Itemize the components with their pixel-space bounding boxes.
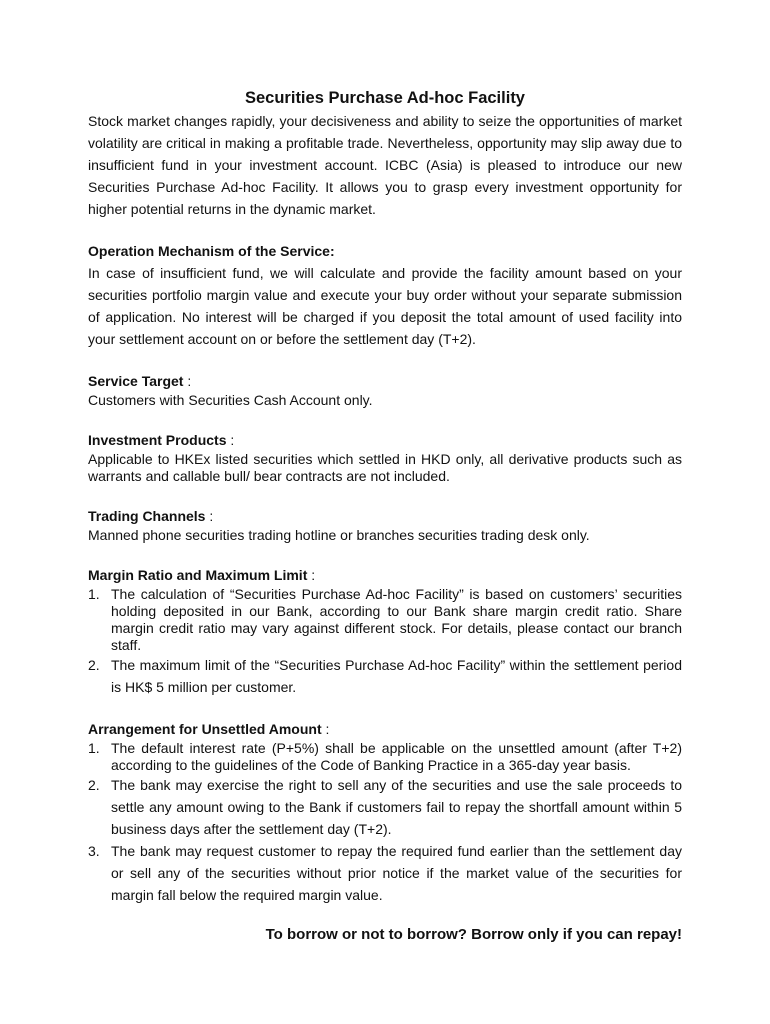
list-item-number: 2. xyxy=(88,657,100,673)
unsettled-title: Arrangement for Unsettled Amount xyxy=(88,721,322,737)
margin-ratio-title: Margin Ratio and Maximum Limit xyxy=(88,567,308,583)
margin-ratio-heading xyxy=(88,564,682,586)
service-target-colon: : xyxy=(183,373,192,389)
investment-products-colon: : xyxy=(226,432,235,448)
list-item-number: 1. xyxy=(88,740,100,756)
operation-text: In case of insufficient fund, we will calculate and provide the facility amount based on your securities portfolio margin value and execute your buy order without your separate submission of application. No interest will be charged if you deposit the total amount of used facility into your settlement account on or before the settlement day (T+2). xyxy=(88,265,682,347)
operation-heading: Operation Mechanism of the Service: xyxy=(88,243,335,259)
investment-products-section xyxy=(88,429,682,485)
margin-ratio-section xyxy=(88,564,682,698)
margin-ratio-list xyxy=(88,586,682,698)
trading-channels-text: Manned phone securities trading hotline or branches securities trading desk only. xyxy=(88,527,590,543)
service-target-section xyxy=(88,370,682,409)
trading-channels-colon: : xyxy=(205,508,214,524)
investment-products-heading xyxy=(88,429,682,451)
service-target-heading xyxy=(88,370,682,392)
list-item-text: The default interest rate (P+5%) shall be applicable on the unsettled amount (after T+2) according to the guidelines of the Code of Banking Practice in a 365-day year basis. xyxy=(111,740,682,773)
trading-channels-section xyxy=(88,505,682,544)
list-item-number: 1. xyxy=(88,586,100,602)
unsettled-list xyxy=(88,740,682,906)
investment-products-title: Investment Products xyxy=(88,432,227,448)
list-item-text: The calculation of “Securities Purchase Ad-hoc Facility” is based on customers’ securities holding deposited in our Bank, according to our Bank share margin credit ratio. Share margin credit ratio may vary against different stock. For details, please contact our branch staff. xyxy=(111,586,682,653)
list-item xyxy=(88,740,682,774)
service-target-text: Customers with Securities Cash Account only. xyxy=(88,392,373,408)
document-page xyxy=(88,88,682,961)
margin-ratio-colon: : xyxy=(307,567,316,583)
list-item-text: The maximum limit of the “Securities Purchase Ad-hoc Facility” within the settlement period is HK$ 5 million per customer. xyxy=(111,657,682,695)
document-title: Securities Purchase Ad-hoc Facility xyxy=(245,89,525,107)
list-item-number: 2. xyxy=(88,777,100,793)
intro-paragraph: Stock market changes rapidly, your decisiveness and ability to seize the opportunities of market volatility are critical in making a profitable trade. Nevertheless, opportunity may slip away due to insufficient fund in your investment account. ICBC (Asia) is pleased to introduce our new Securities Purchase Ad-hoc Facility. It allows you to grasp every investment opportunity for higher potential returns in the dynamic market. xyxy=(88,113,682,217)
list-item-number: 3. xyxy=(88,843,100,859)
list-item xyxy=(88,654,682,698)
unsettled-colon: : xyxy=(321,721,330,737)
list-item xyxy=(88,774,682,840)
list-item-text: The bank may exercise the right to sell any of the securities and use the sale proceeds to settle any amount owing to the Bank if customers fail to repay the shortfall amount within 5 business days after the settlement day (T+2). xyxy=(111,777,682,837)
trading-channels-heading xyxy=(88,505,682,527)
operation-section xyxy=(88,240,682,350)
unsettled-heading xyxy=(88,718,682,740)
list-item xyxy=(88,840,682,906)
list-item xyxy=(88,586,682,654)
list-item-text: The bank may request customer to repay the required fund earlier than the settlement day or sell any of the securities without prior notice if the market value of the securities for margin fall below the required margin value. xyxy=(111,843,682,903)
slogan: To borrow or not to borrow? Borrow only if you can repay! xyxy=(265,926,682,943)
investment-products-text: Applicable to HKEx listed securities which settled in HKD only, all derivative products such as warrants and callable bull/ bear contracts are not included. xyxy=(88,451,682,484)
service-target-title: Service Target xyxy=(88,373,184,389)
unsettled-section xyxy=(88,718,682,906)
trading-channels-title: Trading Channels xyxy=(88,508,206,524)
